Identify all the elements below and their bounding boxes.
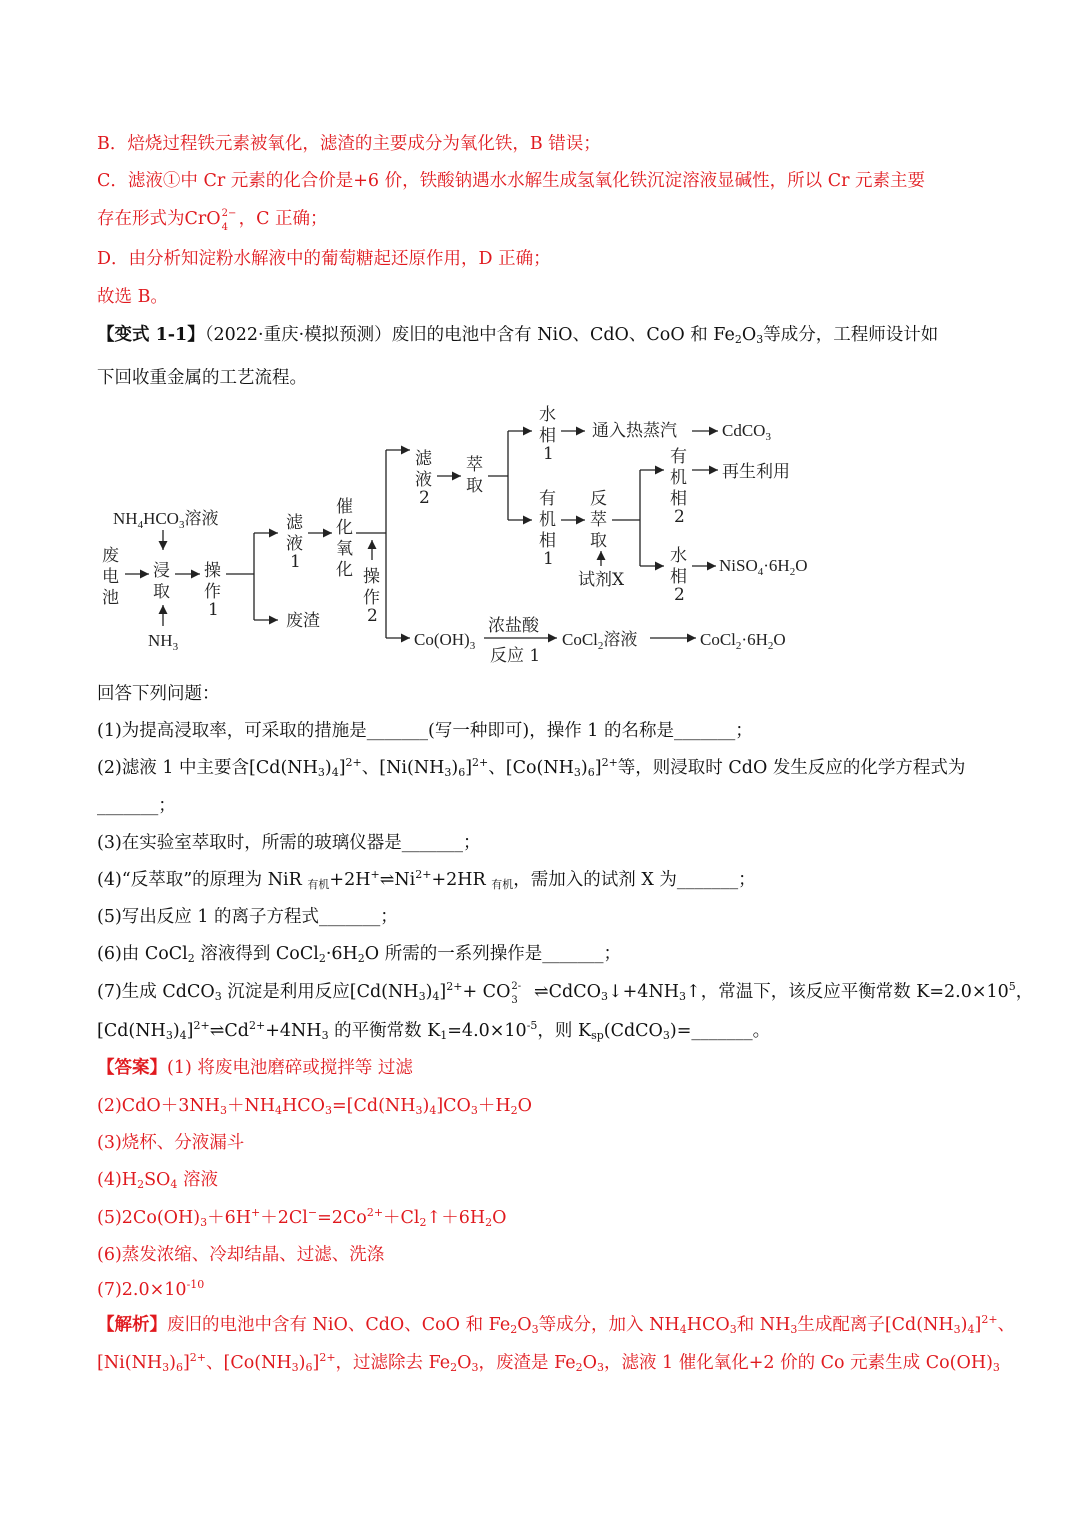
org-phase1-label: 有 机 相 1 bbox=[539, 489, 556, 569]
answer-1: 【答案】(1) 将废电池磨碎或搅拌等 过滤 bbox=[97, 1058, 413, 1078]
answer-7: $(7)2.0\times 10^{-10}$ bbox=[97, 1278, 205, 1300]
reaction1-label: 反应 1 bbox=[490, 646, 541, 666]
operation1-label: 操 作 1 bbox=[204, 561, 221, 620]
question-6: (6)由 CoCl$_2$ 溶液得到 $CoCl_2\cdot 6H_2O$ 所需的一系列操作是_______； bbox=[97, 944, 621, 965]
cocl2-hydrate-label: $CoCl_2\cdot 6H_2O$ bbox=[700, 630, 786, 652]
water-phase1-label: 水 相 1 bbox=[539, 405, 556, 464]
nh3-label: $NH_3$ bbox=[148, 631, 179, 653]
answer-3: (3)烧杯、分液漏斗 bbox=[97, 1133, 245, 1153]
conc-hcl-label: 浓盐酸 bbox=[488, 616, 539, 636]
residue-label: 废渣 bbox=[286, 611, 320, 631]
question-4: (4)“反萃取”的原理为 NiR $_{有机}+2H^+\rightleftharpoons Ni^{2+}+2HR$ $_{有机}$，需加入的试剂 X 为_______； bbox=[97, 868, 756, 891]
question-1: (1)为提高浸取率，可采取的措施是_______(写一种即可)，操作 1 的名称是_______； bbox=[97, 721, 753, 741]
questions-intro: 回答下列问题： bbox=[97, 684, 220, 704]
catalytic-oxidation-label: 催 化 氧 化 bbox=[336, 497, 353, 580]
analysis-c-line2: 存在形式为CrO 2− 4 ，C 正确； bbox=[97, 208, 328, 233]
org-phase2-label: 有 机 相 2 bbox=[670, 447, 687, 527]
nh4hco3-solution-label: $NH_4HCO_3$溶液 bbox=[113, 509, 219, 531]
cooh3-label: $Co(OH)_3$ bbox=[414, 630, 476, 652]
reuse-label: 再生利用 bbox=[722, 462, 790, 482]
leaching-label: 浸 取 bbox=[153, 561, 170, 602]
analysis-choice: 故选 B。 bbox=[97, 287, 168, 307]
cocl2-solution-label: CoCl$_2$溶液 bbox=[562, 630, 638, 652]
question-5: (5)写出反应 1 的离子方程式_______； bbox=[97, 907, 398, 927]
variant-stem-line2: 下回收重金属的工艺流程。 bbox=[97, 368, 307, 388]
answer-2: $(2)CdO+3NH_3+NH_4HCO_3=[Cd(NH_3)_4]CO_3+H_2O$ bbox=[97, 1096, 533, 1117]
question-7-line2: $[Cd(NH_3)_4]^{2+}\rightleftharpoons Cd^{2+}+4NH_3$ 的平衡常数 $K_1=4.0\times 10^{-5}$，则 $K_{sp}(CdCO_3)=\_\_\_\_\_\_\_$。 bbox=[97, 1019, 771, 1042]
answer-tag: 【答案】 bbox=[97, 1058, 167, 1078]
analysis-d: D．由分析知淀粉水解液中的葡萄糖起还原作用，D 正确； bbox=[97, 249, 551, 269]
process-flowchart bbox=[0, 398, 1080, 688]
extraction-label: 萃 取 bbox=[466, 455, 483, 496]
water-phase2-label: 水 相 2 bbox=[670, 546, 687, 605]
question-2-line1: (2)滤液 1 中主要含$[Cd(NH_3)_4]^{2+}$、$[Ni(NH_3)_6]^{2+}$、$[Co(NH_3)_6]^{2+}$等，则浸取时 CdO 发生反应的化学方程式为 bbox=[97, 756, 966, 779]
explanation-line1: 【解析】废旧的电池中含有 NiO、CdO、CoO 和 $Fe_2O_3$等成分，加入 $NH_4HCO_3$和 $NH_3$生成配离子$[Cd(NH_3)_4]^{2+}$、 bbox=[97, 1313, 1016, 1336]
question-2-line2: _______； bbox=[97, 796, 176, 816]
cdco3-product-label: CdCO$_3$ bbox=[722, 421, 771, 443]
answer-6: (6)蒸发浓缩、冷却结晶、过滤、洗涤 bbox=[97, 1245, 385, 1265]
answer-5: $(5)2Co(OH)_3+6H^++2Cl^-=2Co^{2+}+Cl_2↑+6H_2O$ bbox=[97, 1206, 507, 1229]
operation2-label: 操 作 2 bbox=[363, 567, 380, 626]
question-3: (3)在实验室萃取时，所需的玻璃仪器是_______； bbox=[97, 833, 481, 853]
answer-4: $(4)H_2SO_4$ 溶液 bbox=[97, 1170, 218, 1191]
explanation-tag: 【解析】 bbox=[97, 1315, 167, 1335]
back-extraction-label: 反 萃 取 bbox=[590, 489, 607, 551]
variant-tag: 【变式 1-1】 bbox=[97, 325, 205, 345]
variant-stem-line1: 【变式 1-1】（2022·重庆·模拟预测）废旧的电池中含有 NiO、CdO、CoO 和 $Fe_2O_3$等成分，工程师设计如 bbox=[97, 325, 939, 346]
filtrate2-label: 滤 液 2 bbox=[415, 449, 432, 508]
niso4-product-label: $NiSO_4\cdot 6H_2O$ bbox=[719, 556, 808, 578]
steam-label: 通入热蒸汽 bbox=[592, 421, 677, 441]
explanation-line2: $[Ni(NH_3)_6]^{2+}$、$[Co(NH_3)_6]^{2+}$，过滤除去 $Fe_2O_3$，废渣是 $Fe_2O_3$，滤液 1 催化氧化+2 价的 Co 元素生成 $Co(OH)_3$ bbox=[97, 1351, 1000, 1374]
reagent-x-label: 试剂X bbox=[578, 570, 625, 590]
waste-battery-label: 废 电 池 bbox=[102, 546, 119, 608]
question-7-line1: (7)生成 CdCO$_3$ 沉淀是利用反应$[Cd(NH_3)_4]^{2+}+$ CO 2- 3 $\rightleftharpoons CdCO_3↓+4NH_3↑$，常温下，该反应平衡常数 $K=2.0\times 10^5$， bbox=[97, 980, 1034, 1006]
filtrate1-label: 滤 液 1 bbox=[286, 513, 303, 572]
analysis-b: B．焙烧过程铁元素被氧化，滤渣的主要成分为氧化铁，B 错误； bbox=[97, 134, 601, 154]
analysis-c-line1: C．滤液①中 Cr 元素的化合价是+6 价，铁酸钠遇水水解生成氢氧化铁沉淀溶液显碱性，所以 Cr 元素主要 bbox=[97, 171, 926, 191]
